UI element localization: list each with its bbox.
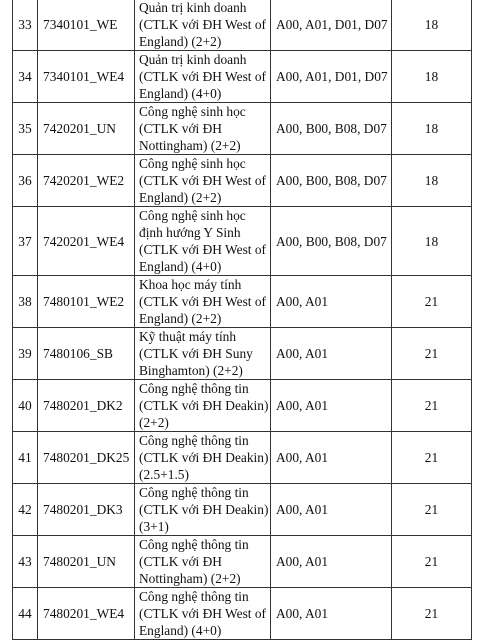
program-name-line: Công nghệ thông tin (139, 537, 249, 552)
table-row (13, 588, 472, 640)
program-name-line: England) (2+2) (139, 34, 222, 49)
program-name (135, 276, 271, 328)
score: 18 (392, 207, 472, 276)
program-code: 7480106_SB (38, 328, 135, 380)
program-code: 7480201_DK3 (38, 484, 135, 536)
program-code: 7480201_DK25 (38, 432, 135, 484)
admission-table (12, 0, 472, 640)
score: 18 (392, 103, 472, 155)
program-code: 7340101_WE (38, 0, 135, 51)
row-number: 35 (13, 103, 38, 155)
program-name-line: England) (2+2) (139, 190, 222, 205)
program-name (135, 51, 271, 103)
subject-combination: A00, A01, D01, D07 (271, 51, 392, 103)
table-row (13, 155, 472, 207)
subject-combination: A00, A01, D01, D07 (271, 0, 392, 51)
row-number: 41 (13, 432, 38, 484)
score: 21 (392, 484, 472, 536)
program-code: 7480201_UN (38, 536, 135, 588)
table-row (13, 103, 472, 155)
program-name-line: Công nghệ thông tin (139, 381, 249, 396)
score: 21 (392, 588, 472, 640)
program-name (135, 328, 271, 380)
table-row (13, 276, 472, 328)
row-number: 39 (13, 328, 38, 380)
subject-combination: A00, A01 (271, 588, 392, 640)
program-code: 7480101_WE2 (38, 276, 135, 328)
score: 21 (392, 276, 472, 328)
program-name-line: Công nghệ thông tin (139, 589, 249, 604)
table-row (13, 328, 472, 380)
program-name-line: Quản trị kinh doanh (139, 0, 247, 15)
score: 18 (392, 155, 472, 207)
program-name-line: (CTLK với ĐH West of (139, 173, 267, 188)
score: 21 (392, 432, 472, 484)
program-name-line: định hướng Y Sinh (139, 225, 241, 240)
program-name (135, 536, 271, 588)
row-number: 33 (13, 0, 38, 51)
program-name-line: (CTLK với ĐH (139, 554, 222, 569)
row-number: 42 (13, 484, 38, 536)
subject-combination: A00, A01 (271, 536, 392, 588)
program-name (135, 0, 271, 51)
row-number: 43 (13, 536, 38, 588)
table-body (13, 0, 472, 640)
subject-combination: A00, A01 (271, 484, 392, 536)
program-name-line: (CTLK với ĐH West of (139, 17, 267, 32)
program-name (135, 207, 271, 276)
program-code: 7340101_WE4 (38, 51, 135, 103)
program-name-line: Công nghệ thông tin (139, 433, 249, 448)
score: 21 (392, 380, 472, 432)
table-row (13, 51, 472, 103)
row-number: 34 (13, 51, 38, 103)
program-name-line: England) (2+2) (139, 311, 222, 326)
table-row (13, 432, 472, 484)
program-name (135, 432, 271, 484)
table-row (13, 207, 472, 276)
row-number: 44 (13, 588, 38, 640)
row-number: 40 (13, 380, 38, 432)
program-name-line: (CTLK với ĐH (139, 121, 222, 136)
program-name (135, 588, 271, 640)
program-name-line: Công nghệ sinh học (139, 208, 246, 223)
program-code: 7420201_WE2 (38, 155, 135, 207)
program-name-line: (2+2) (139, 415, 169, 430)
program-name-line: Công nghệ sinh học (139, 104, 246, 119)
program-name-line: (2.5+1.5) (139, 467, 189, 482)
subject-combination: A00, B00, B08, D07 (271, 155, 392, 207)
program-name-line: Công nghệ sinh học (139, 156, 246, 171)
program-name (135, 155, 271, 207)
score: 18 (392, 51, 472, 103)
table-row (13, 380, 472, 432)
program-name-line: England) (4+0) (139, 259, 222, 274)
program-name-line: (CTLK với ĐH West of (139, 294, 267, 309)
subject-combination: A00, A01 (271, 328, 392, 380)
row-number: 36 (13, 155, 38, 207)
program-name (135, 103, 271, 155)
table-row (13, 536, 472, 588)
program-name-line: (3+1) (139, 519, 169, 534)
subject-combination: A00, B00, B08, D07 (271, 103, 392, 155)
program-name-line: (CTLK với ĐH West of (139, 606, 267, 621)
program-name-line: (CTLK với ĐH West of (139, 242, 267, 257)
program-name-line: (CTLK với ĐH West of (139, 69, 267, 84)
program-name-line: Binghamton) (2+2) (139, 363, 243, 378)
program-name-line: Quản trị kinh doanh (139, 52, 247, 67)
program-name-line: England) (4+0) (139, 86, 222, 101)
program-code: 7420201_UN (38, 103, 135, 155)
program-name-line: Công nghệ thông tin (139, 485, 249, 500)
score: 21 (392, 328, 472, 380)
table-row (13, 484, 472, 536)
subject-combination: A00, A01 (271, 276, 392, 328)
subject-combination: A00, A01 (271, 380, 392, 432)
program-name-line: (CTLK với ĐH Deakin) (139, 502, 269, 517)
program-name-line: Nottingham) (2+2) (139, 138, 241, 153)
program-code: 7480201_DK2 (38, 380, 135, 432)
program-name (135, 380, 271, 432)
program-code: 7480201_WE4 (38, 588, 135, 640)
program-name (135, 484, 271, 536)
program-name-line: Nottingham) (2+2) (139, 571, 241, 586)
program-name-line: (CTLK với ĐH Deakin) (139, 450, 269, 465)
program-name-line: (CTLK với ĐH Suny (139, 346, 253, 361)
table-row (13, 0, 472, 51)
program-code: 7420201_WE4 (38, 207, 135, 276)
program-name-line: Khoa học máy tính (139, 277, 242, 292)
program-name-line: Kỹ thuật máy tính (139, 329, 237, 344)
row-number: 38 (13, 276, 38, 328)
row-number: 37 (13, 207, 38, 276)
subject-combination: A00, A01 (271, 432, 392, 484)
score: 21 (392, 536, 472, 588)
program-name-line: (CTLK với ĐH Deakin) (139, 398, 269, 413)
program-name-line: England) (4+0) (139, 623, 222, 638)
score: 18 (392, 0, 472, 51)
subject-combination: A00, B00, B08, D07 (271, 207, 392, 276)
